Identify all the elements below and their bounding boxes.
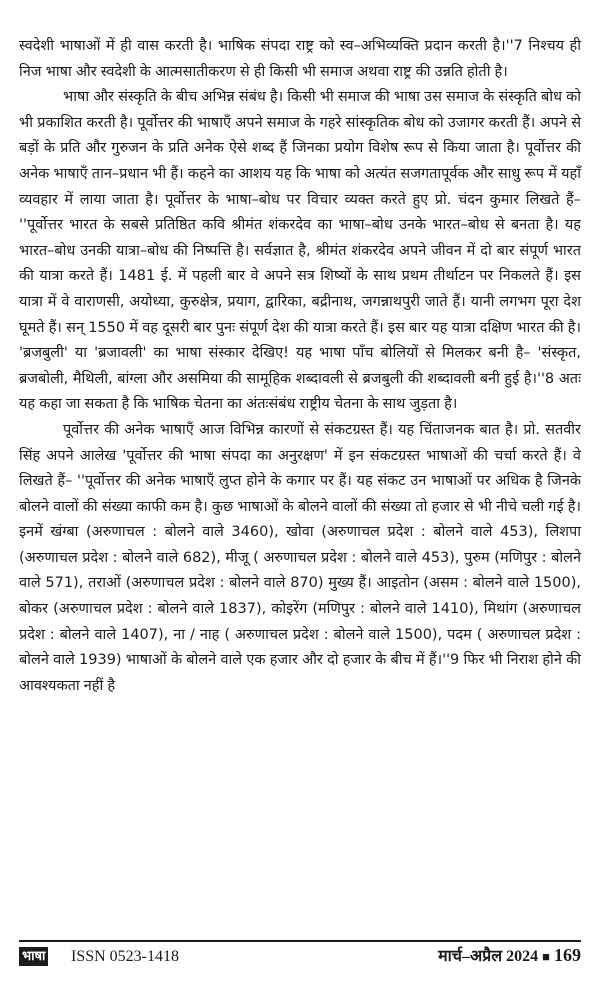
journal-logo: भाषा [19, 947, 48, 966]
issue-info [438, 945, 581, 967]
page-number: 169 [554, 945, 581, 965]
page-body [19, 34, 581, 699]
paragraph-1: स्वदेशी भाषाओं में ही वास करती है। भाषिक संपदा राष्ट्र को स्व–अभिव्यक्ति प्रदान करती है।''7 निश्चय ही निज भाषा और स्वदेशी के आत्मसातीकरण से ही किसी भी समाज अथवा राष्ट्र की उन्नति होती है। [19, 38, 581, 80]
issue-date: मार्च–अप्रैल 2024 [438, 948, 539, 965]
paragraph-2: भाषा और संस्कृति के बीच अभिन्न संबंध है। किसी भी समाज की भाषा उस समाज के संस्कृति बोध को भी प्रकाशित करती है। पूर्वोत्तर की भाषाएँ अपने समाज के गहरे सांस्कृतिक बोध को उजागर करती हैं। अपने से बड़ों के प्रति और गुरुजन के प्रति अनेक ऐसे शब्द हैं जिनका प्रयोग विशेष रूप से किया जाता है। पूर्वोत्तर की अनेक भाषाएँ तान–प्रधान भी हैं। कहने का आशय यह कि भाषा को अत्यंत सजगतापूर्वक और साधु रूप में यहाँ व्यवहार में लाया जाता है। पूर्वोत्तर के भाषा–बोध पर विचार व्यक्त करते हुए प्रो. चंदन कुमार लिखते हैं– ''पूर्वोत्तर भारत के सबसे प्रतिष्ठित कवि श्रीमंत शंकरदेव का भाषा–बोध उनके भारत–बोध से बनता है। यह भारत–बोध उनकी यात्रा–बोध की निष्पत्ति है। सर्वज्ञात है, श्रीमंत शंकरदेव अपने जीवन में दो बार संपूर्ण भारत की यात्रा करते हैं। 1481 ई. में पहली बार वे अपने सत्र शिष्यों के साथ प्रथम तीर्थाटन पर निकलते हैं। इस यात्रा में वे वाराणसी, अयोध्या, कुरुक्षेत्र, प्रयाग, द्वारिका, बद्रीनाथ, जगन्नाथपुरी जाते हैं। यानी लगभग पूरा देश घूमते हैं। सन् 1550 में वह दूसरी बार पुनः संपूर्ण देश की यात्रा करते हैं। इस बार यह यात्रा दक्षिण भारत की है। 'ब्रजबुली' या 'ब्रजावली' का भाषा संस्कार देखिए! यह भाषा पाँच बोलियों से मिलकर बनी है– 'संस्कृत, ब्रजबोली, मैथिली, बांग्ला और असमिया की सामूहिक शब्दावली से ब्रजबुली की शब्दावली बनी हुई है।''8 अतः यह कहा जा सकता है कि भाषिक चेतना का अंतःसंबंध राष्ट्रीय चेतना के साथ जुड़ता है। [19, 89, 581, 413]
issn-number: ISSN 0523-1418 [71, 948, 180, 965]
square-separator: ■ [542, 949, 550, 964]
page-footer [19, 940, 581, 972]
paragraph-3: पूर्वोत्तर की अनेक भाषाएँ आज विभिन्न कारणों से संकटग्रस्त हैं। यह चिंताजनक बात है। प्रो. सतवीर सिंह अपने आलेख 'पूर्वोत्तर की भाषा संपदा का अनुरक्षण' में इन संकटग्रस्त भाषाओं की चर्चा करते हैं। वे लिखते हैं– ''पूर्वोत्तर की अनेक भाषाएँ लुप्त होने के कगार पर हैं। यह संकट उन भाषाओं पर अधिक है जिनके बोलने वालों की संख्या काफी कम है। कुछ भाषाओं के बोलने वालों की संख्या तो हजार से भी नीचे चली गई है। इनमें खंग्बा (अरुणाचल : बोलने वाले 3460), खोवा (अरुणाचल प्रदेश : बोलने वाले 453), लिशपा (अरुणाचल प्रदेश : बोलने वाले 682), मीजू ( अरुणाचल प्रदेश : बोलने वाले 453), पुरुम (मणिपुर : बोलने वाले 571), तराओं (अरुणाचल प्रदेश : बोलने वाले 870) मुख्य हैं। आइतोन (असम : बोलने वाले 1500), बोकर (अरुणाचल प्रदेश : बोलने वाले 1837), कोइरेंग (मणिपुर : बोलने वाले 1410), मिथांग (अरुणाचल प्रदेश : बोलने वाले 1407), ना / नाह ( अरुणाचल प्रदेश : बोलने वाले 1500), पदम ( अरुणाचल प्रदेश : बोलने वाले 1939) भाषाओं के बोलने वाले एक हजार और दो हजार के बीच में हैं।''9 फिर भी निराश होने की आवश्यकता नहीं है [19, 421, 581, 694]
